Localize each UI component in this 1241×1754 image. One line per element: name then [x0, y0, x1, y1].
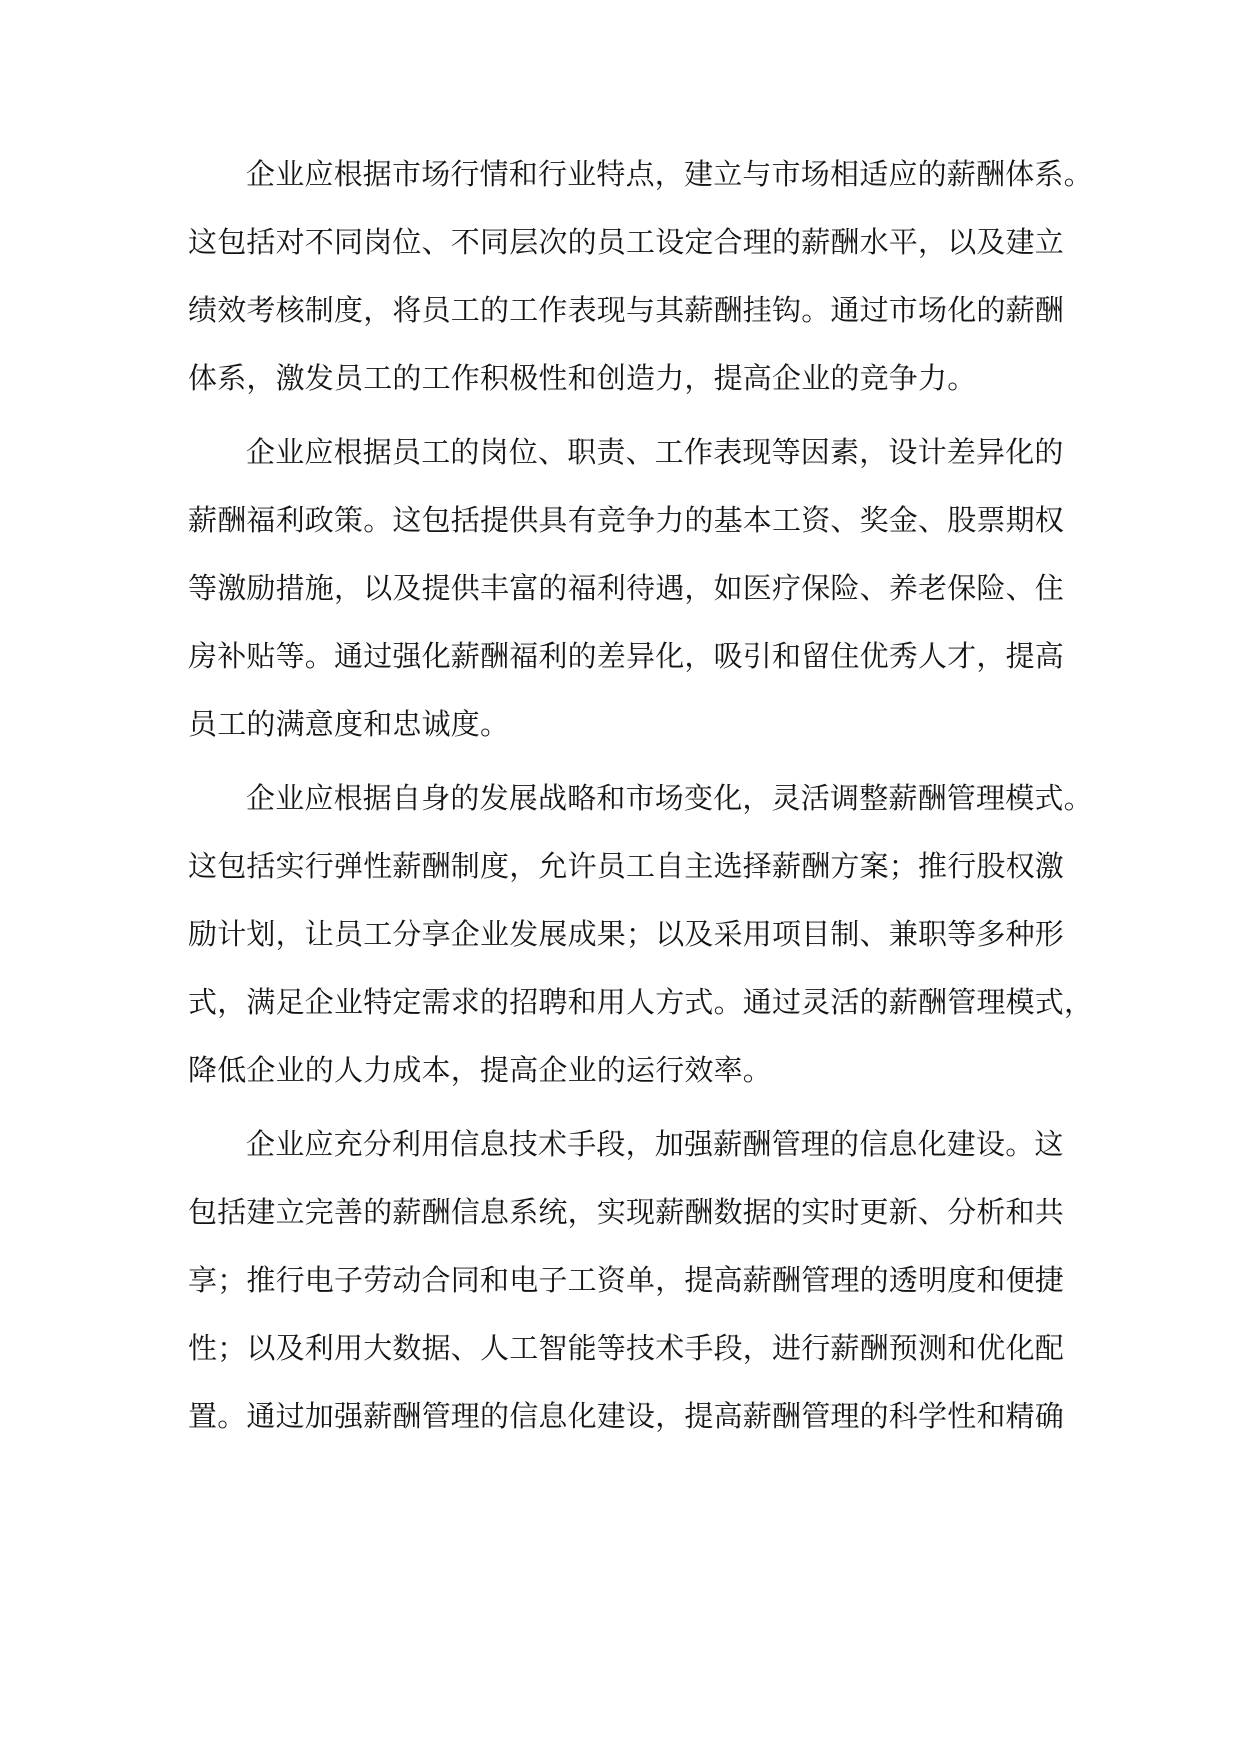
- paragraph-3: [188, 764, 1094, 1104]
- paragraph-line: 式，满足企业特定需求的招聘和用人方式。通过灵活的薪酬管理模式，: [188, 985, 1094, 1019]
- paragraph-line: 企业应根据自身的发展战略和市场变化，灵活调整薪酬管理模式。: [246, 781, 1093, 815]
- paragraph-line: 置。通过加强薪酬管理的信息化建设，提高薪酬管理的科学性和精确: [188, 1399, 1065, 1433]
- paragraph-line: 企业应根据市场行情和行业特点，建立与市场相适应的薪酬体系。: [246, 157, 1093, 191]
- paragraph-line: 这包括实行弹性薪酬制度，允许员工自主选择薪酬方案；推行股权激: [188, 849, 1065, 883]
- paragraph-line: 降低企业的人力成本，提高企业的运行效率。: [188, 1053, 773, 1087]
- paragraph-1: [188, 140, 1093, 412]
- paragraph-line: 房补贴等。通过强化薪酬福利的差异化，吸引和留住优秀人才，提高: [188, 639, 1065, 673]
- paragraph-line: 等激励措施，以及提供丰富的福利待遇，如医疗保险、养老保险、住: [188, 571, 1065, 605]
- paragraph-line: 性；以及利用大数据、人工智能等技术手段，进行薪酬预测和优化配: [188, 1331, 1065, 1365]
- paragraph-2: [188, 418, 1065, 758]
- paragraph-line: 体系，激发员工的工作积极性和创造力，提高企业的竞争力。: [188, 361, 977, 395]
- paragraph-line: 享；推行电子劳动合同和电子工资单，提高薪酬管理的透明度和便捷: [188, 1263, 1065, 1297]
- document-body: [188, 140, 1094, 1450]
- paragraph-line: 薪酬福利政策。这包括提供具有竞争力的基本工资、奖金、股票期权: [188, 503, 1065, 537]
- paragraph-line: 企业应充分利用信息技术手段，加强薪酬管理的信息化建设。这: [246, 1127, 1064, 1161]
- paragraph-line: 企业应根据员工的岗位、职责、工作表现等因素，设计差异化的: [246, 435, 1064, 469]
- paragraph-line: 绩效考核制度，将员工的工作表现与其薪酬挂钩。通过市场化的薪酬: [188, 293, 1065, 327]
- paragraph-4: [188, 1110, 1065, 1450]
- paragraph-line: 励计划，让员工分享企业发展成果；以及采用项目制、兼职等多种形: [188, 917, 1065, 951]
- paragraph-line: 这包括对不同岗位、不同层次的员工设定合理的薪酬水平，以及建立: [188, 225, 1065, 259]
- paragraph-line: 员工的满意度和忠诚度。: [188, 707, 510, 741]
- paragraph-line: 包括建立完善的薪酬信息系统，实现薪酬数据的实时更新、分析和共: [188, 1195, 1065, 1229]
